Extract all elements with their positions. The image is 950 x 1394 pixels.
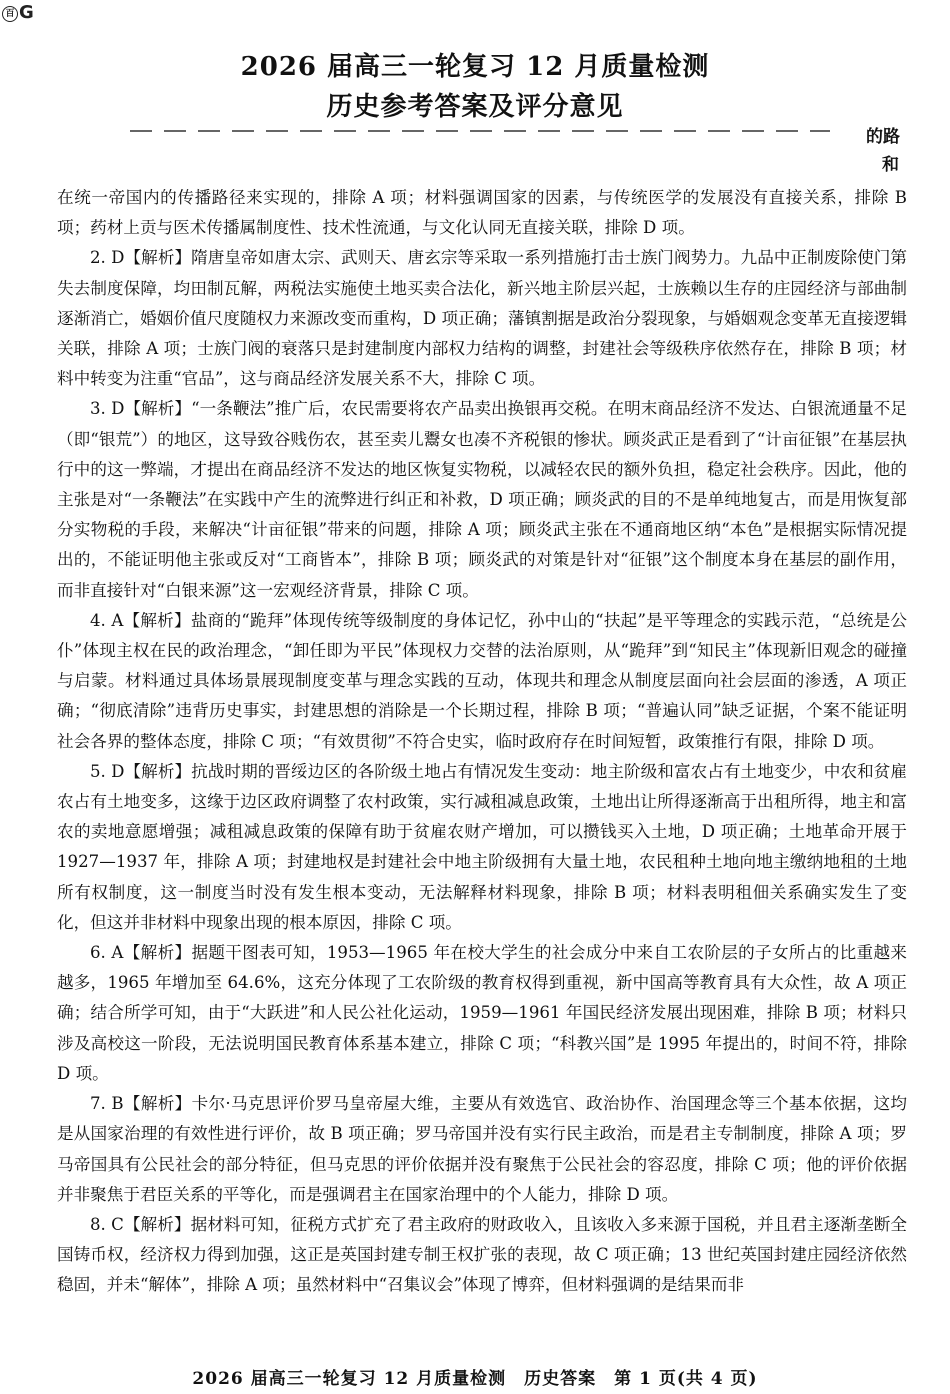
answer-1-continuation: 在统一帝国内的传播路径来实现的，排除 A 项；材料强调国家的因素，与传统医学的发展没有直接关系，排除 B 项；药材上贡与医术传播属制度性、技术性流通，与文化认同无直接关联，排除 D 项。 [57,188,907,238]
answer-item-7: 7. B【解析】卡尔·马克思评价罗马皇帝屋大维，主要从有效选官、政治协作、治国理念等三个基本依据，这均是从国家治理的有效性进行评价，故 B 项正确；罗马帝国并没有实行民主政治，而是君主专制制度，排除 A 项；罗马帝国具有公民社会的部分特征，但马克思的评价依据并没有聚焦于公民社会的容忍度，排除 C 项；他的评价依据并非聚焦于君臣关系的平等化，而是强调君主在国家治理中的个人能力，排除 D 项。 [57,1094,907,1204]
answer-item-2: 2. D【解析】隋唐皇帝如唐太宗、武则天、唐玄宗等采取一系列措施打击士族门阀势力。九品中正制废除使门第失去制度保障，均田制瓦解，两税法实施使土地买卖合法化，新兴地主阶层兴起，士族赖以生存的庄园经济与部曲制逐渐消亡，婚姻价值尺度随权力来源改变而重构，D 项正确；藩镇割据是政治分裂现象，与婚姻观念变革无直接逻辑关联，排除 A 项；士族门阀的衰落只是封建制度内部权力结构的调整，封建社会等级秩序依然存在，排除 B 项；材料中转变为注重“官品”，这与商品经济发展关系不大，排除 C 项。 [57,248,907,389]
answer-item-5: 5. D【解析】抗战时期的晋绥边区的各阶级土地占有情况发生变动：地主阶级和富农占有土地变少，中农和贫雇农占有土地变多，这缘于边区政府调整了农村政策，实行减租减息政策，土地出让所得逐渐高于出租所得，地主和富农的卖地意愿增强；减租减息政策的保障有助于贫雇农财产增加，可以攒钱买入土地，D 项正确；土地革命开展于 1927—1937 年，排除 A 项；封建地权是封建社会中地主阶级拥有大量土地，农民租种土地向地主缴纳地租的土地所有权制度，这一制度当时没有发生根本变动，无法解释材料现象，排除 B 项；材料表明租佃关系确实发生了变化，但这并非材料中现象出现的根本原因，排除 C 项。 [57,761,907,932]
page-subtitle: 历史参考答案及评分意见 [326,92,624,122]
page-title: 2026 届高三一轮复习 12 月质量检测 [240,52,710,82]
answer-item-6: 6. A【解析】据题干图表可知，1953—1965 年在校大学生的社会成分中来自工农阶层的子女所占的比重越来越多，1965 年增加至 64.6%，这充分体现了工农阶级的教育权得到重视，新中国高等教育具有大众性，故 A 项正确；结合所学可知，由于“大跃进”和人民公社化运动，1959—1961 年国民经济发展出现困难，排除 B 项；材料只涉及高校这一阶段，无法说明国民教育体系基本建立，排除 C 项；“科教兴国”是 1995 年提出的，时间不符，排除 D 项。 [57,943,907,1083]
answer-item-3: 3. D【解析】“一条鞭法”推广后，农民需要将农产品卖出换银再交税。在明末商品经济不发达、白银流通量不足（即“银荒”）的地区，这导致谷贱伤农，甚至卖儿鬻女也凑不齐税银的惨状。顾炎武正是看到了“计亩征银”在基层执行中的这一弊端，才提出在商品经济不发达的地区恢复实物税，以减轻农民的额外负担，稳定社会秩序。因此，他的主张是对“一条鞭法”在实践中产生的流弊进行纠正和补救，D 项正确；顾炎武的目的不是单纯地复古，而是用恢复部分实物税的手段，来解决“计亩征银”带来的问题，排除 A 项；顾炎武主张在不通商地区纳“本色”是根据实际情况提出的，不能证明他主张或反对“工商皆本”，排除 B 项；顾炎武的对策是针对“征银”这个制度本身在基层的副作用，而非直接针对“白银来源”这一宏观经济背景，排除 C 项。 [57,399,907,600]
answer-item-4: 4. A【解析】盐商的“跪拜”体现传统等级制度的身体记忆，孙中山的“扶起”是平等理念的实践示范，“总统是公仆”体现主权在民的政治理念，“卸任即为平民”体现权力交替的法治原则，从“跪拜”到“知民主”体现新旧观念的碰撞与启蒙。材料通过具体场景展现制度变革与理念实践的互动，体现共和理念从制度层面向社会层面的渗透，A 项正确；“彻底清除”违背历史事实，封建思想的消除是一个长期过程，排除 B 项；“普遍认同”缺乏证据，个案不能证明社会各界的整体态度，排除 C 项；“有效贯彻”不符合史实，临时政府存在时间短暂，政策推行有限，排除 D 项。 [57,610,907,751]
watermark-letter: G [19,2,34,23]
cut-off-text-line [130,130,830,132]
watermark-circle-glyph: 百 [2,6,18,22]
cut-off-fragment-1: 的路 [866,127,900,147]
page-footer: 2026 届高三一轮复习 12 月质量检测 历史答案 第 1 页(共 4 页) [192,1369,758,1389]
watermark-logo [2,2,34,24]
cut-off-fragment-2: 和 [882,155,899,175]
answer-item-8: 8. C【解析】据材料可知，征税方式扩充了君主政府的财政收入，且该收入多来源于国税，并且君主逐渐垄断全国铸币权，经济权力得到加强，这正是英国封建专制王权扩张的表现，故 C 项正确；13 世纪英国封建庄园经济依然稳固，并未“解体”，排除 A 项；虽然材料中“召集议会”体现了博弈，但材料强调的是结果而非 [57,1214,907,1295]
answer-content [57,183,907,1301]
